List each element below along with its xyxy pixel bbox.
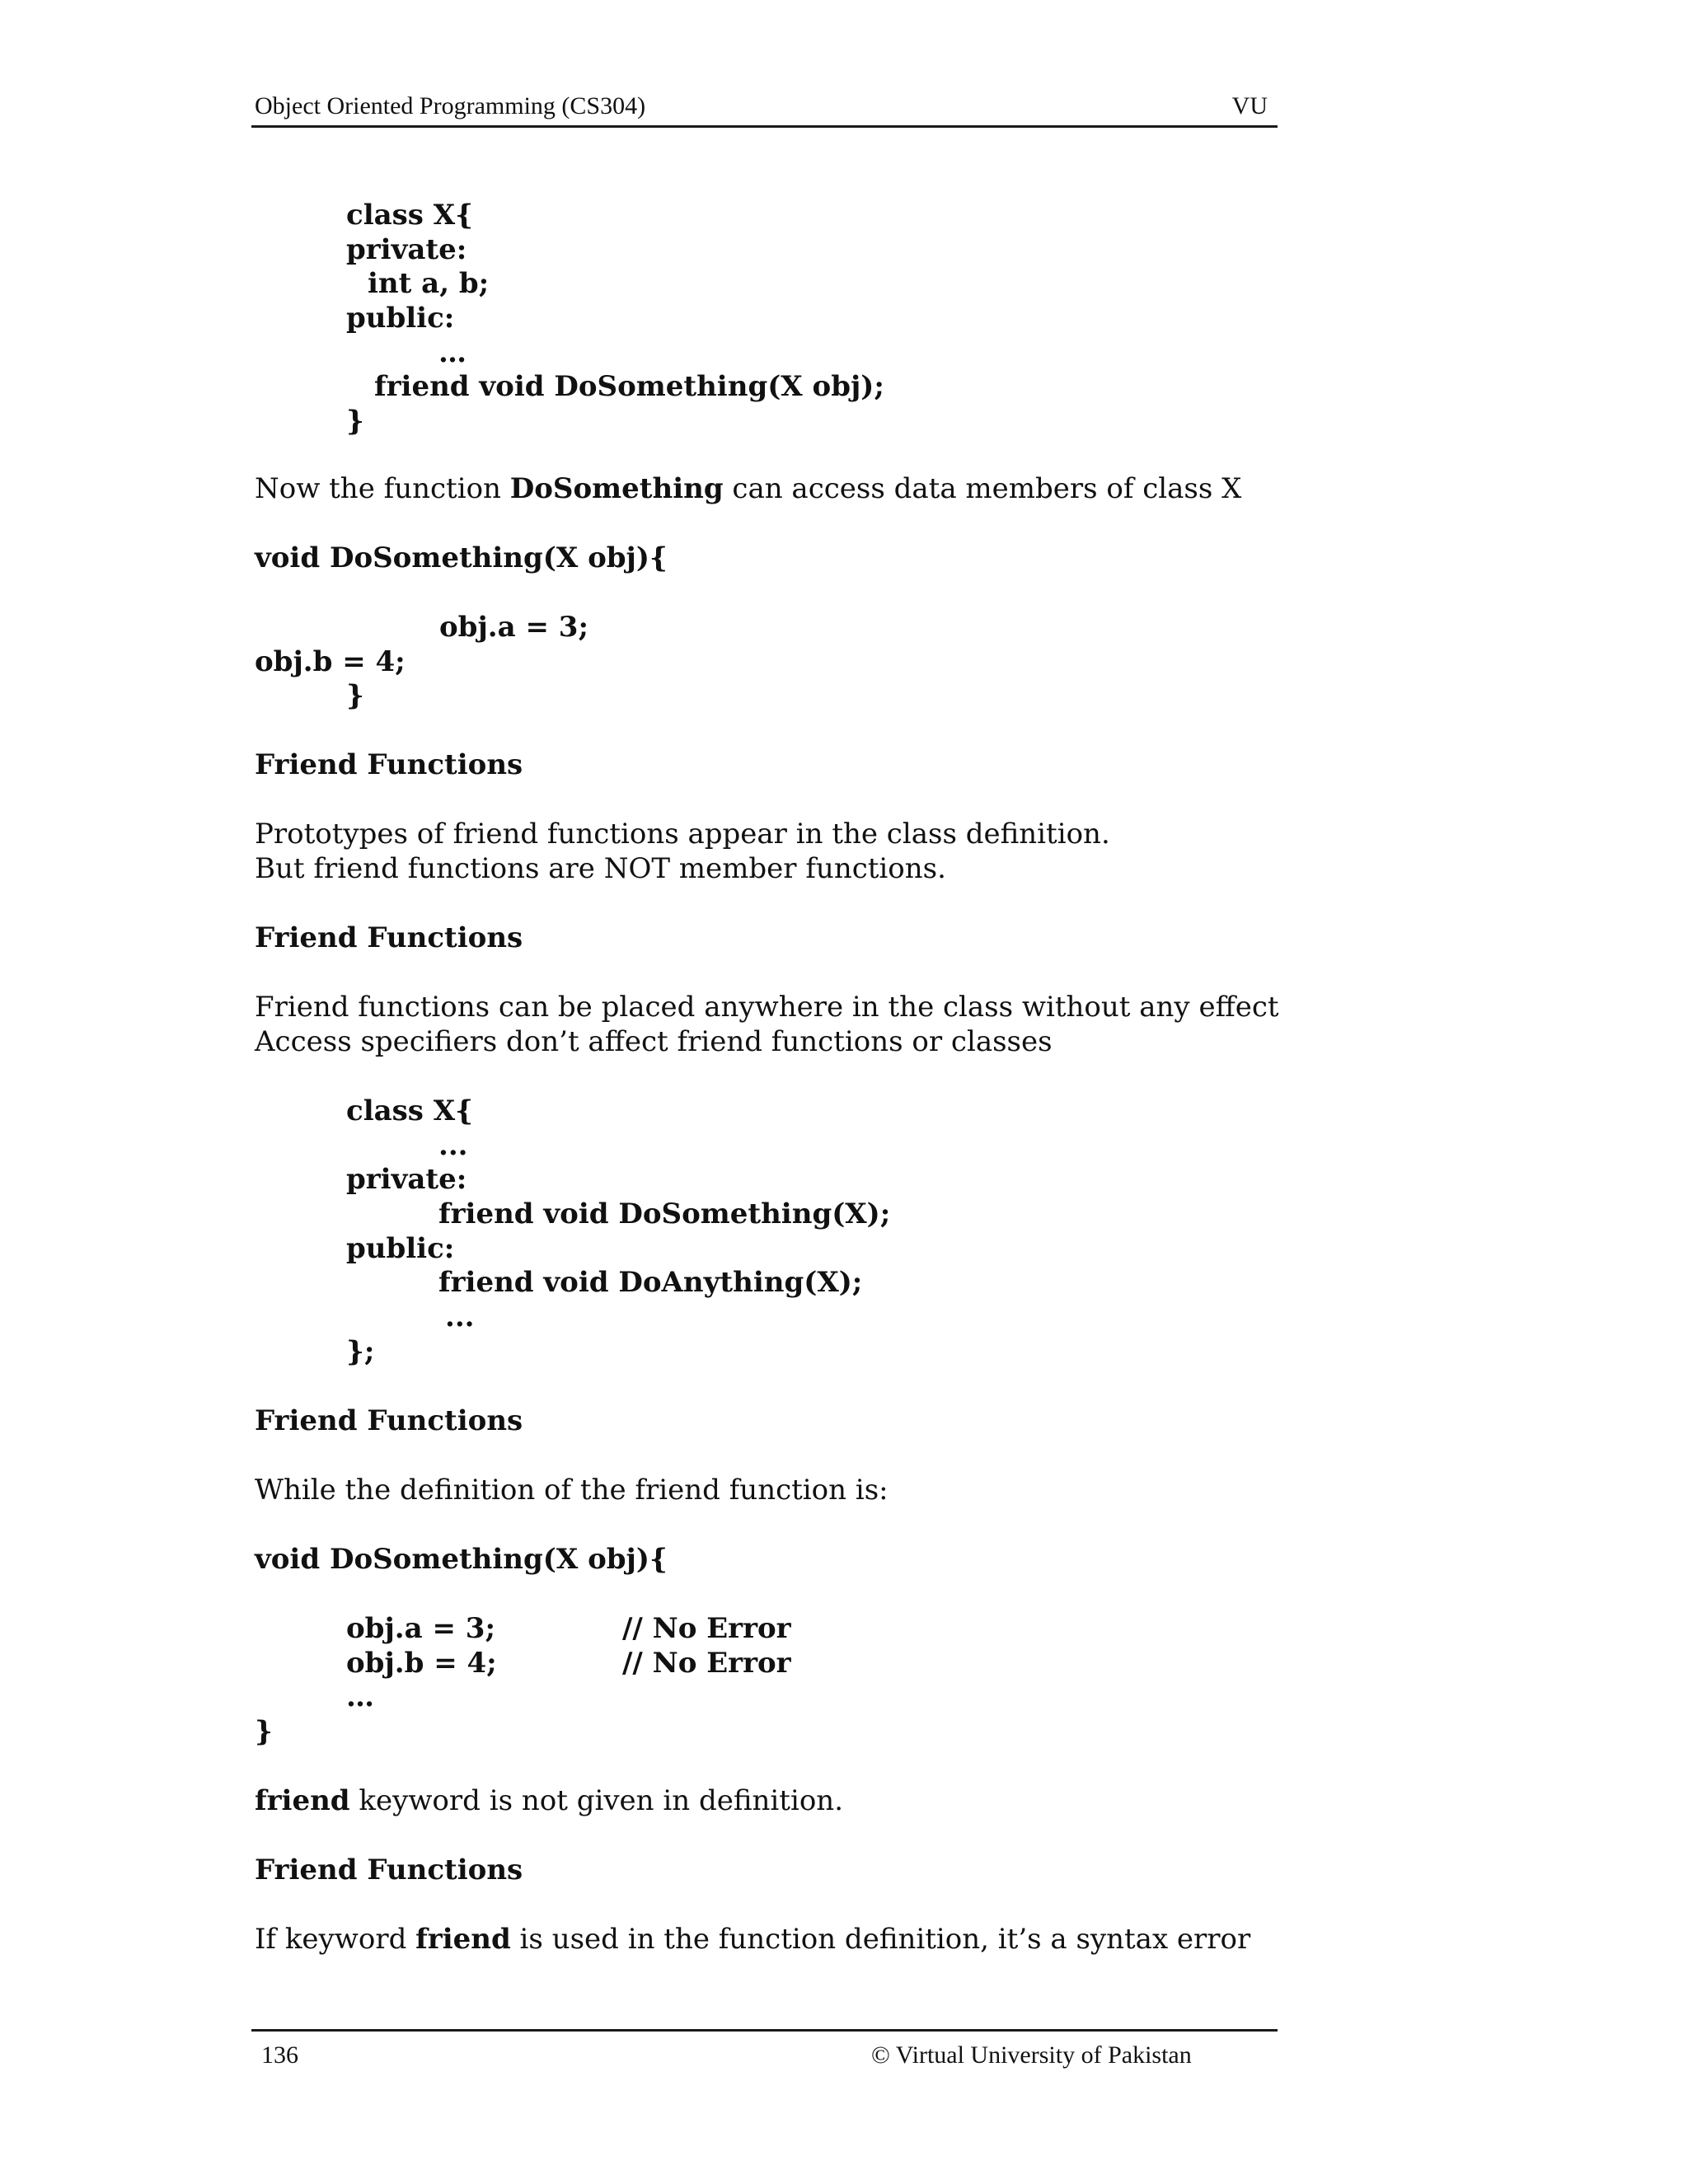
code-line: …: [438, 336, 467, 369]
paragraph: [255, 1783, 843, 1818]
code-line: ...: [438, 1129, 468, 1162]
text-run: If keyword: [255, 1923, 416, 1956]
paragraph: While the definition of the friend function is:: [255, 1474, 889, 1507]
code-line: obj.a = 3;: [346, 1612, 495, 1645]
copyright-notice: © Virtual University of Pakistan: [871, 2041, 1192, 2069]
code-line: }: [346, 405, 364, 438]
paragraph-line: Access specifiers don’t affect friend functions or classes: [255, 1025, 1053, 1058]
code-comment: // No Error: [622, 1612, 791, 1645]
code-line: public:: [346, 1232, 455, 1265]
code-line: friend void DoAnything(X);: [438, 1266, 863, 1299]
code-line: public:: [346, 302, 455, 335]
code-line: obj.b = 4;: [255, 645, 406, 678]
code-line: class X{: [346, 1094, 474, 1127]
code-line: }: [255, 1715, 273, 1748]
code-line: private:: [346, 233, 467, 266]
course-title: Object Oriented Programming (CS304): [255, 92, 646, 120]
page-header: [251, 89, 1278, 128]
institution-label: VU: [1231, 92, 1268, 120]
text-run: Now the function: [255, 472, 510, 505]
paragraph-line: But friend functions are NOT member functions.: [255, 852, 946, 885]
bold-term: friend: [255, 1784, 350, 1817]
text-run: is used in the function definition, it’s a syntax error: [510, 1923, 1251, 1956]
bold-term: DoSomething: [509, 472, 724, 505]
text-run: can access data members of class X: [723, 472, 1242, 505]
code-line: void DoSomething(X obj){: [255, 541, 668, 574]
code-line: };: [346, 1335, 375, 1368]
code-line: friend void DoSomething(X obj);: [374, 370, 884, 403]
code-line: obj.b = 4;: [346, 1647, 497, 1680]
paragraph-line: Friend functions can be placed anywhere in the class without any effect: [255, 991, 1279, 1024]
code-line: private:: [346, 1163, 467, 1196]
page-footer: [251, 2029, 1278, 2069]
section-heading: Friend Functions: [255, 748, 523, 781]
bold-term: friend: [415, 1923, 511, 1956]
code-comment: // No Error: [622, 1647, 791, 1680]
paragraph: [255, 1922, 1250, 1957]
text-run: keyword is not given in definition.: [349, 1784, 843, 1817]
code-line: obj.a = 3;: [439, 611, 588, 644]
code-line: friend void DoSomething(X);: [438, 1197, 891, 1230]
code-line: class X{: [346, 199, 474, 232]
page-number: 136: [261, 2041, 298, 2069]
section-heading: Friend Functions: [255, 1854, 523, 1886]
paragraph-line: Prototypes of friend functions appear in the class definition.: [255, 818, 1110, 851]
code-line: int a, b;: [368, 267, 490, 300]
paragraph: [255, 471, 1241, 506]
section-heading: Friend Functions: [255, 921, 523, 954]
code-line: void DoSomething(X obj){: [255, 1543, 668, 1576]
code-line: }: [346, 679, 364, 712]
section-heading: Friend Functions: [255, 1404, 523, 1437]
code-line: …: [346, 1680, 374, 1713]
code-line: ...: [445, 1301, 475, 1333]
